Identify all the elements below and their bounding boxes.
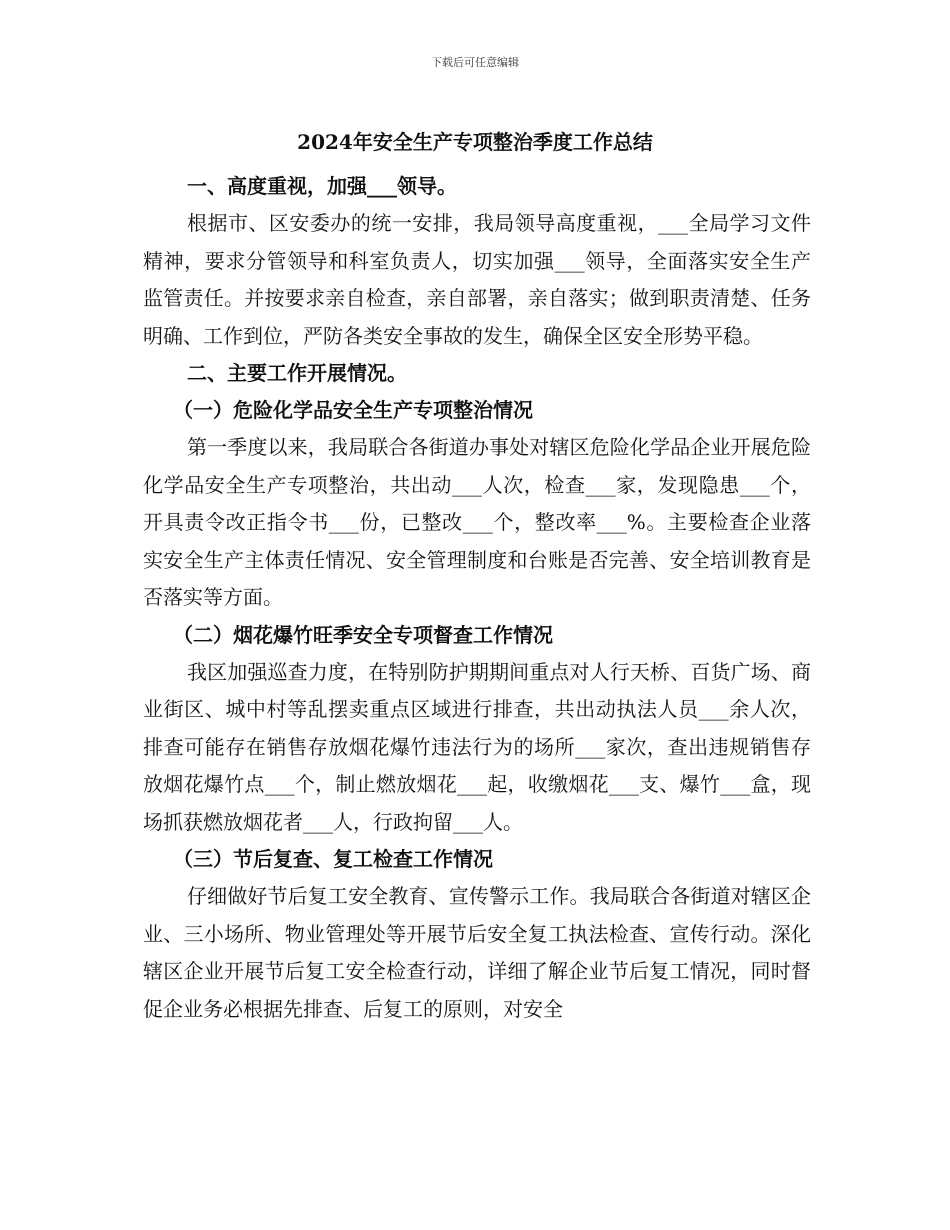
section-2b-heading: （二）烟花爆竹旺季安全专项督查工作情况 (173, 622, 553, 647)
document-title: 2024年安全生产专项整治季度工作总结 (297, 130, 653, 154)
section-2b-paragraph: 我区加强巡查力度，在特别防护期期间重点对人行天桥、百货广场、商业街区、城中村等乱摆卖重点区域进行排查，共出动执法人员___余人次，排查可能存在销售存放烟花爆竹违法行为的场所___家次，查出违规销售存放烟花爆竹点___个，制止燃放烟花___起，收缴烟花___支、爆竹___盒，现场抓获燃放烟花者___人，行政拘留___人。 (143, 659, 811, 834)
section-2a-heading: （一）危险化学品安全生产专项整治情况 (173, 398, 533, 422)
section-2-heading: 二、主要工作开展情况。 (187, 361, 407, 385)
header-note: 下载后可任意编辑 (431, 56, 519, 69)
section-2c-heading: （三）节后复查、复工检查工作情况 (173, 847, 493, 871)
section-1-paragraph: 根据市、区安委办的统一安排，我局领导高度重视，___全局学习文件精神，要求分管领导和科室负责人，切实加强___领导，全面落实安全生产监管责任。并按要求亲自检查，亲自部署，亲自落实；做到职责清楚、任务明确、工作到位，严防各类安全事故的发生，确保全区安全形势平稳。 (143, 211, 811, 348)
section-1-heading: 一、高度重视，加强___领导。 (187, 174, 457, 198)
section-2c-paragraph: 仔细做好节后复工安全教育、宣传警示工作。我局联合各街道对辖区企业、三小场所、物业管理处等开展节后安全复工执法检查、宣传行动。深化辖区企业开展节后复工安全检查行动，详细了解企业节后复工情况，同时督促企业务必根据先排查、后复工的原则，对安全 (143, 884, 811, 1021)
document-body (143, 168, 811, 1028)
section-2a-paragraph: 第一季度以来，我局联合各街道办事处对辖区危险化学品企业开展危险化学品安全生产专项整治，共出动___人次，检查___家，发现隐患___个，开具责令改正指令书___份，已整改___个，整改率___%。主要检查企业落实安全生产主体责任情况、安全管理制度和台账是否完善、安全培训教育是否落实等方面。 (143, 435, 811, 609)
